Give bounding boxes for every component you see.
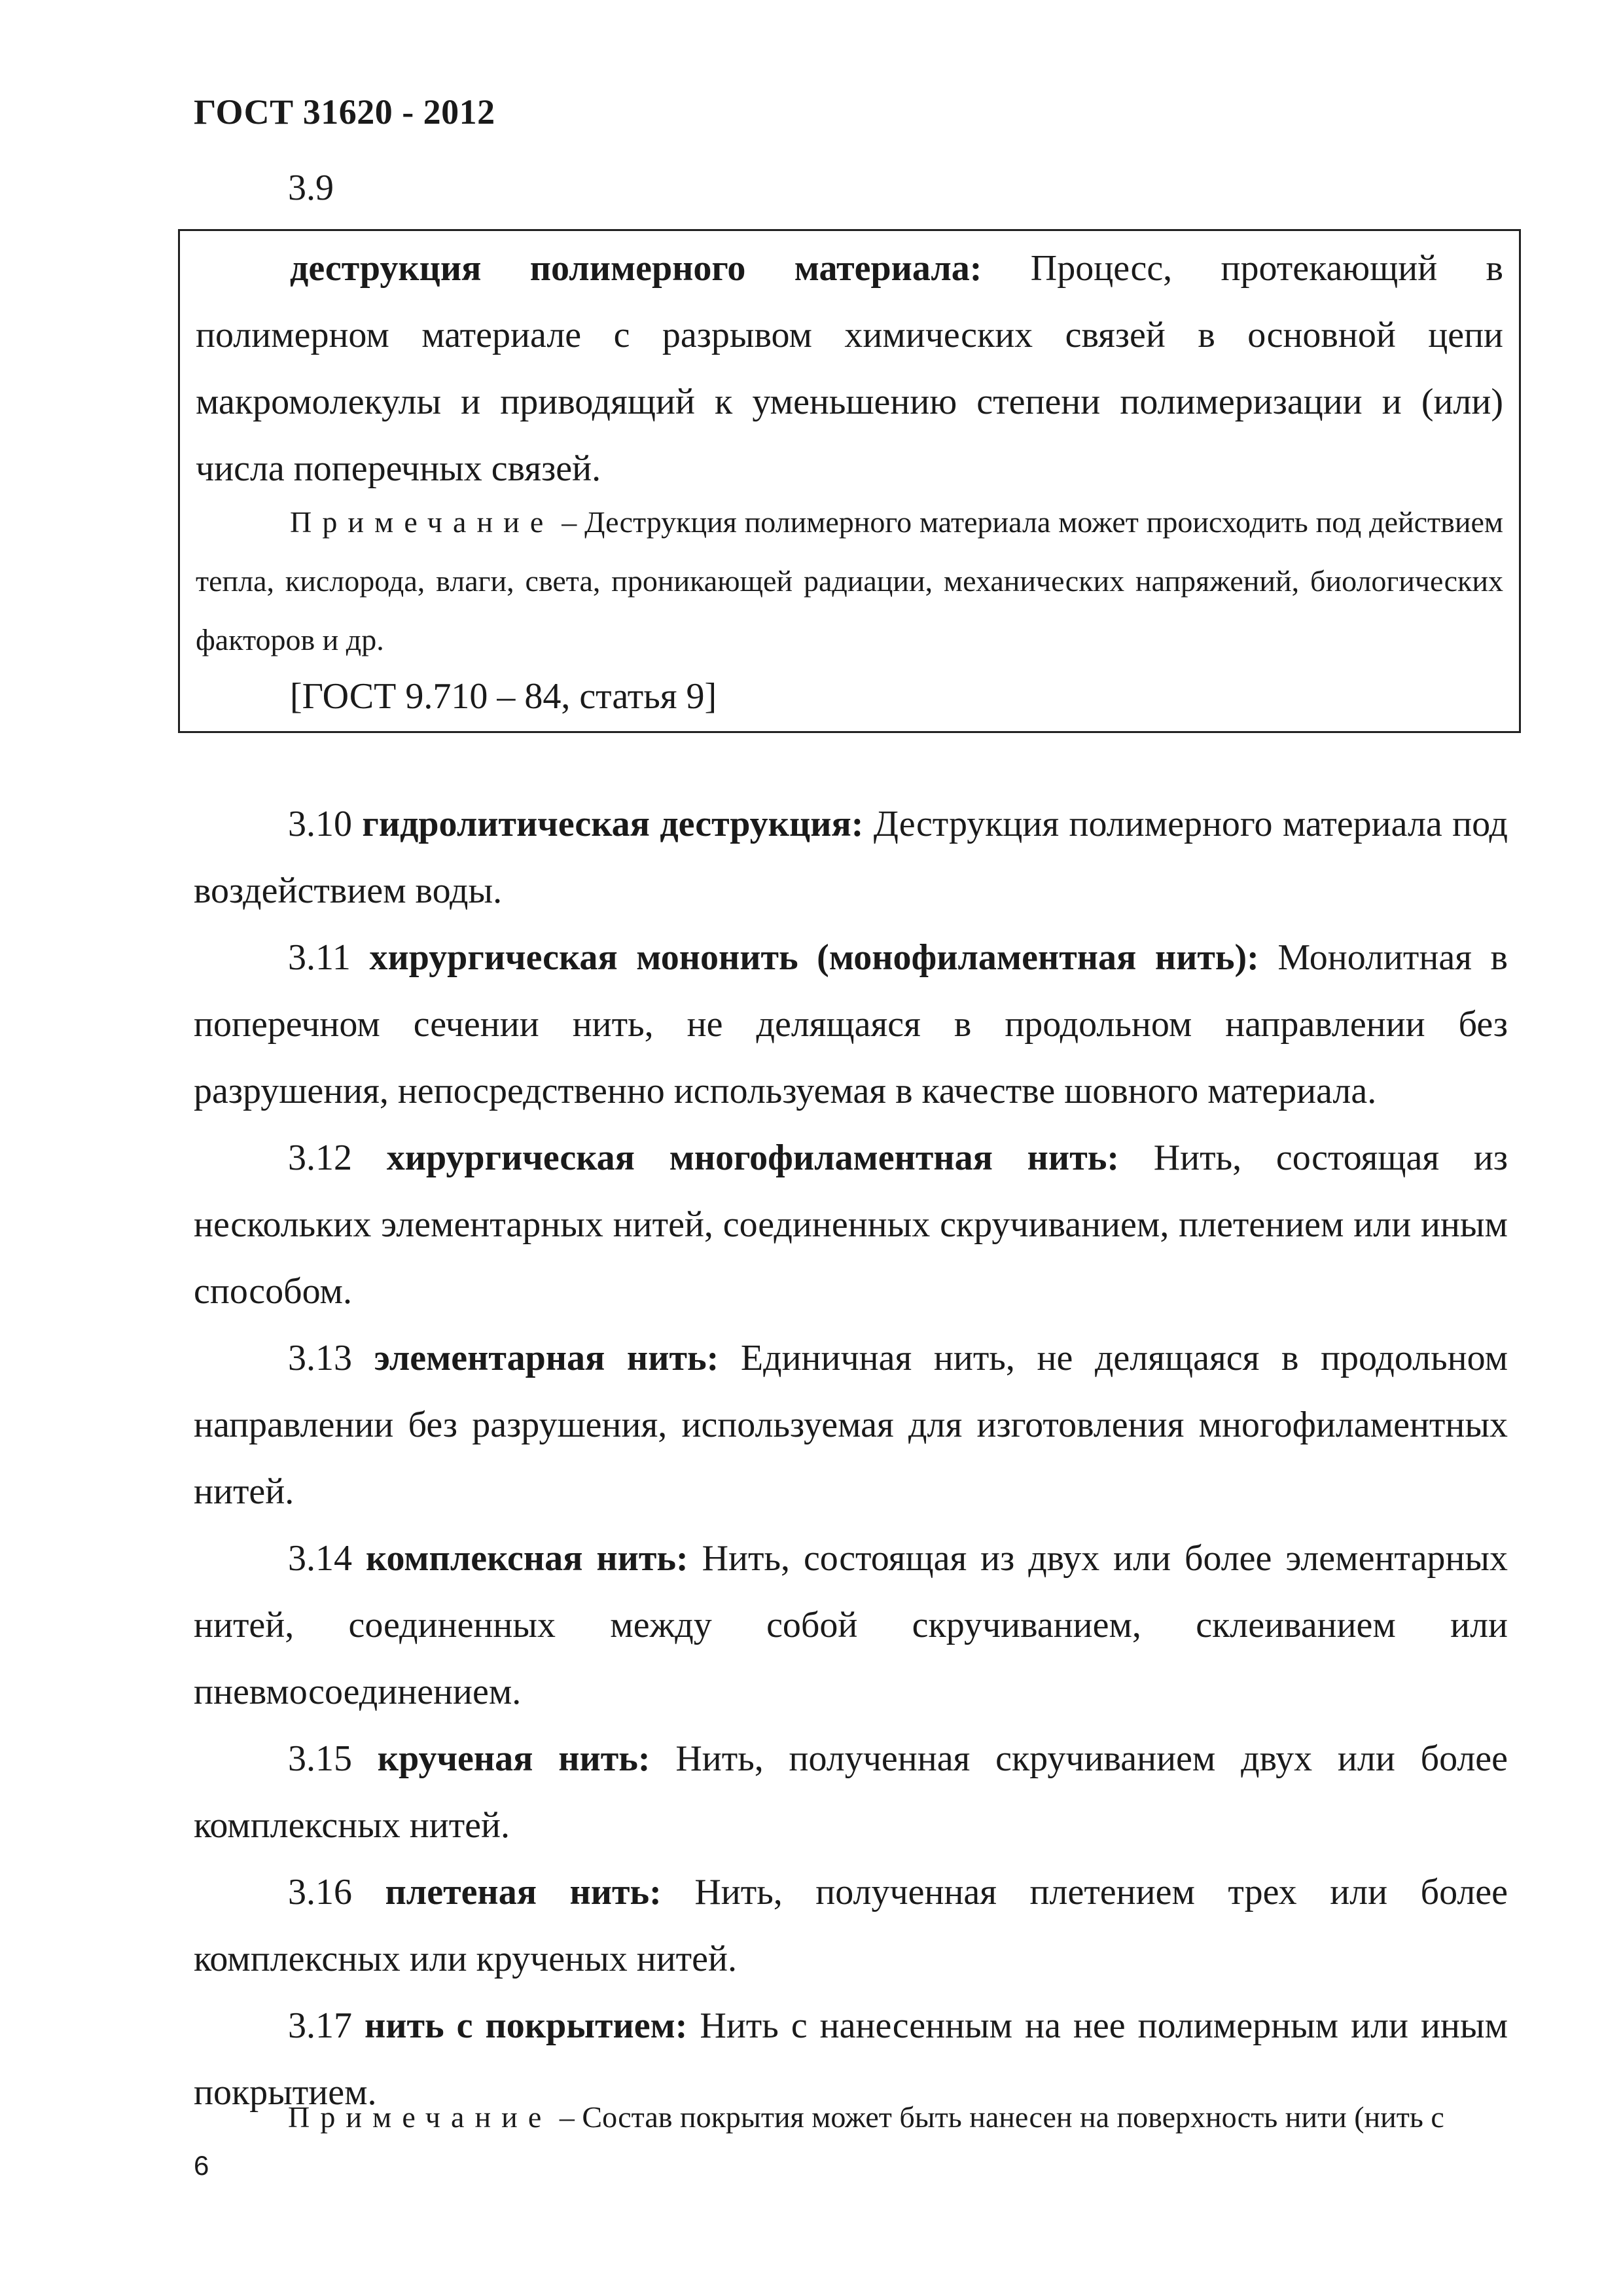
term-definition: Нить, состоящая из нескольких элементарных нитей, соединенных скручиванием, плетением или иным способом. [194, 1138, 1508, 1312]
term-number: 3.16 [288, 1872, 352, 1912]
boxed-term-name: деструкция полимерного материала: [290, 248, 982, 289]
term-definition: Нить, полученная плетением трех или более комплексных или крученых нитей. [194, 1872, 1508, 1979]
term-definition: Нить, полученная скручиванием двух или более комплексных нитей. [194, 1738, 1508, 1846]
term-name: элементарная нить: [374, 1338, 719, 1378]
term-number: 3.10 [288, 804, 352, 844]
boxed-term-definition-text: Процесс, протекающий в полимерном материале с разрывом химических связей в основной цепи макромолекулы и приводящий к уменьшению степени полимеризации и (или) числа поперечных связей. [196, 248, 1503, 489]
boxed-term-note [196, 493, 1503, 670]
bottom-note-label: Примечание [288, 2100, 552, 2134]
term-name: хирургическая мононить (монофиламентная нить): [369, 937, 1259, 978]
term-definition: Нить с нанесенным на нее полимерным или иным покрытием. [194, 2005, 1508, 2113]
term-number: 3.17 [288, 2005, 352, 2046]
boxed-term-number: 3.9 [288, 168, 334, 208]
term-definition: Деструкция полимерного материала под воздействием воды. [194, 804, 1508, 911]
term-number: 3.11 [288, 937, 351, 978]
terms-list [194, 791, 1508, 2126]
bottom-note-text: – Состав покрытия может быть нанесен на поверхность нити (нить с [552, 2100, 1444, 2134]
term-entry [194, 1124, 1508, 1325]
term-name: хирургическая многофиламентная нить: [386, 1138, 1119, 1178]
term-entry [194, 1525, 1508, 1725]
term-name: комплексная нить: [365, 1538, 688, 1579]
boxed-term-frame [178, 229, 1521, 733]
term-entry [194, 1859, 1508, 1992]
term-name: нить с покрытием: [365, 2005, 688, 2046]
term-entry [194, 1325, 1508, 1525]
term-entry [194, 924, 1508, 1124]
boxed-note-label: Примечание [290, 505, 554, 539]
term-number: 3.15 [288, 1738, 352, 1779]
term-name: гидролитическая деструкция: [362, 804, 864, 844]
page-number: 6 [194, 2150, 209, 2181]
term-entry [194, 1725, 1508, 1859]
bottom-note [194, 2088, 1508, 2147]
term-number: 3.13 [288, 1338, 352, 1378]
term-number: 3.14 [288, 1538, 352, 1579]
term-definition: Нить, состоящая из двух или более элементарных нитей, соединенных между собой скручиванием, склеиванием или пневмосоединением. [194, 1538, 1508, 1712]
term-definition: Монолитная в поперечном сечении нить, не делящаяся в продольном направлении без разрушения, непосредственно используемая в качестве шовного материала. [194, 937, 1508, 1111]
term-entry [194, 791, 1508, 924]
boxed-term-definition [196, 235, 1503, 502]
term-definition: Единичная нить, не делящаяся в продольном направлении без разрушения, используемая для изготовления многофиламентных нитей. [194, 1338, 1508, 1512]
term-number: 3.12 [288, 1138, 352, 1178]
term-name: плетеная нить: [385, 1872, 662, 1912]
boxed-note-text: – Деструкция полимерного материала может происходить под действием тепла, кислорода, влаги, света, проникающей радиации, механических напряжений, биологических факторов и др. [196, 505, 1503, 656]
term-name: крученая нить: [377, 1738, 651, 1779]
boxed-term-source: [ГОСТ 9.710 – 84, статья 9] [290, 676, 717, 717]
page-header-title: ГОСТ 31620 - 2012 [194, 92, 495, 132]
